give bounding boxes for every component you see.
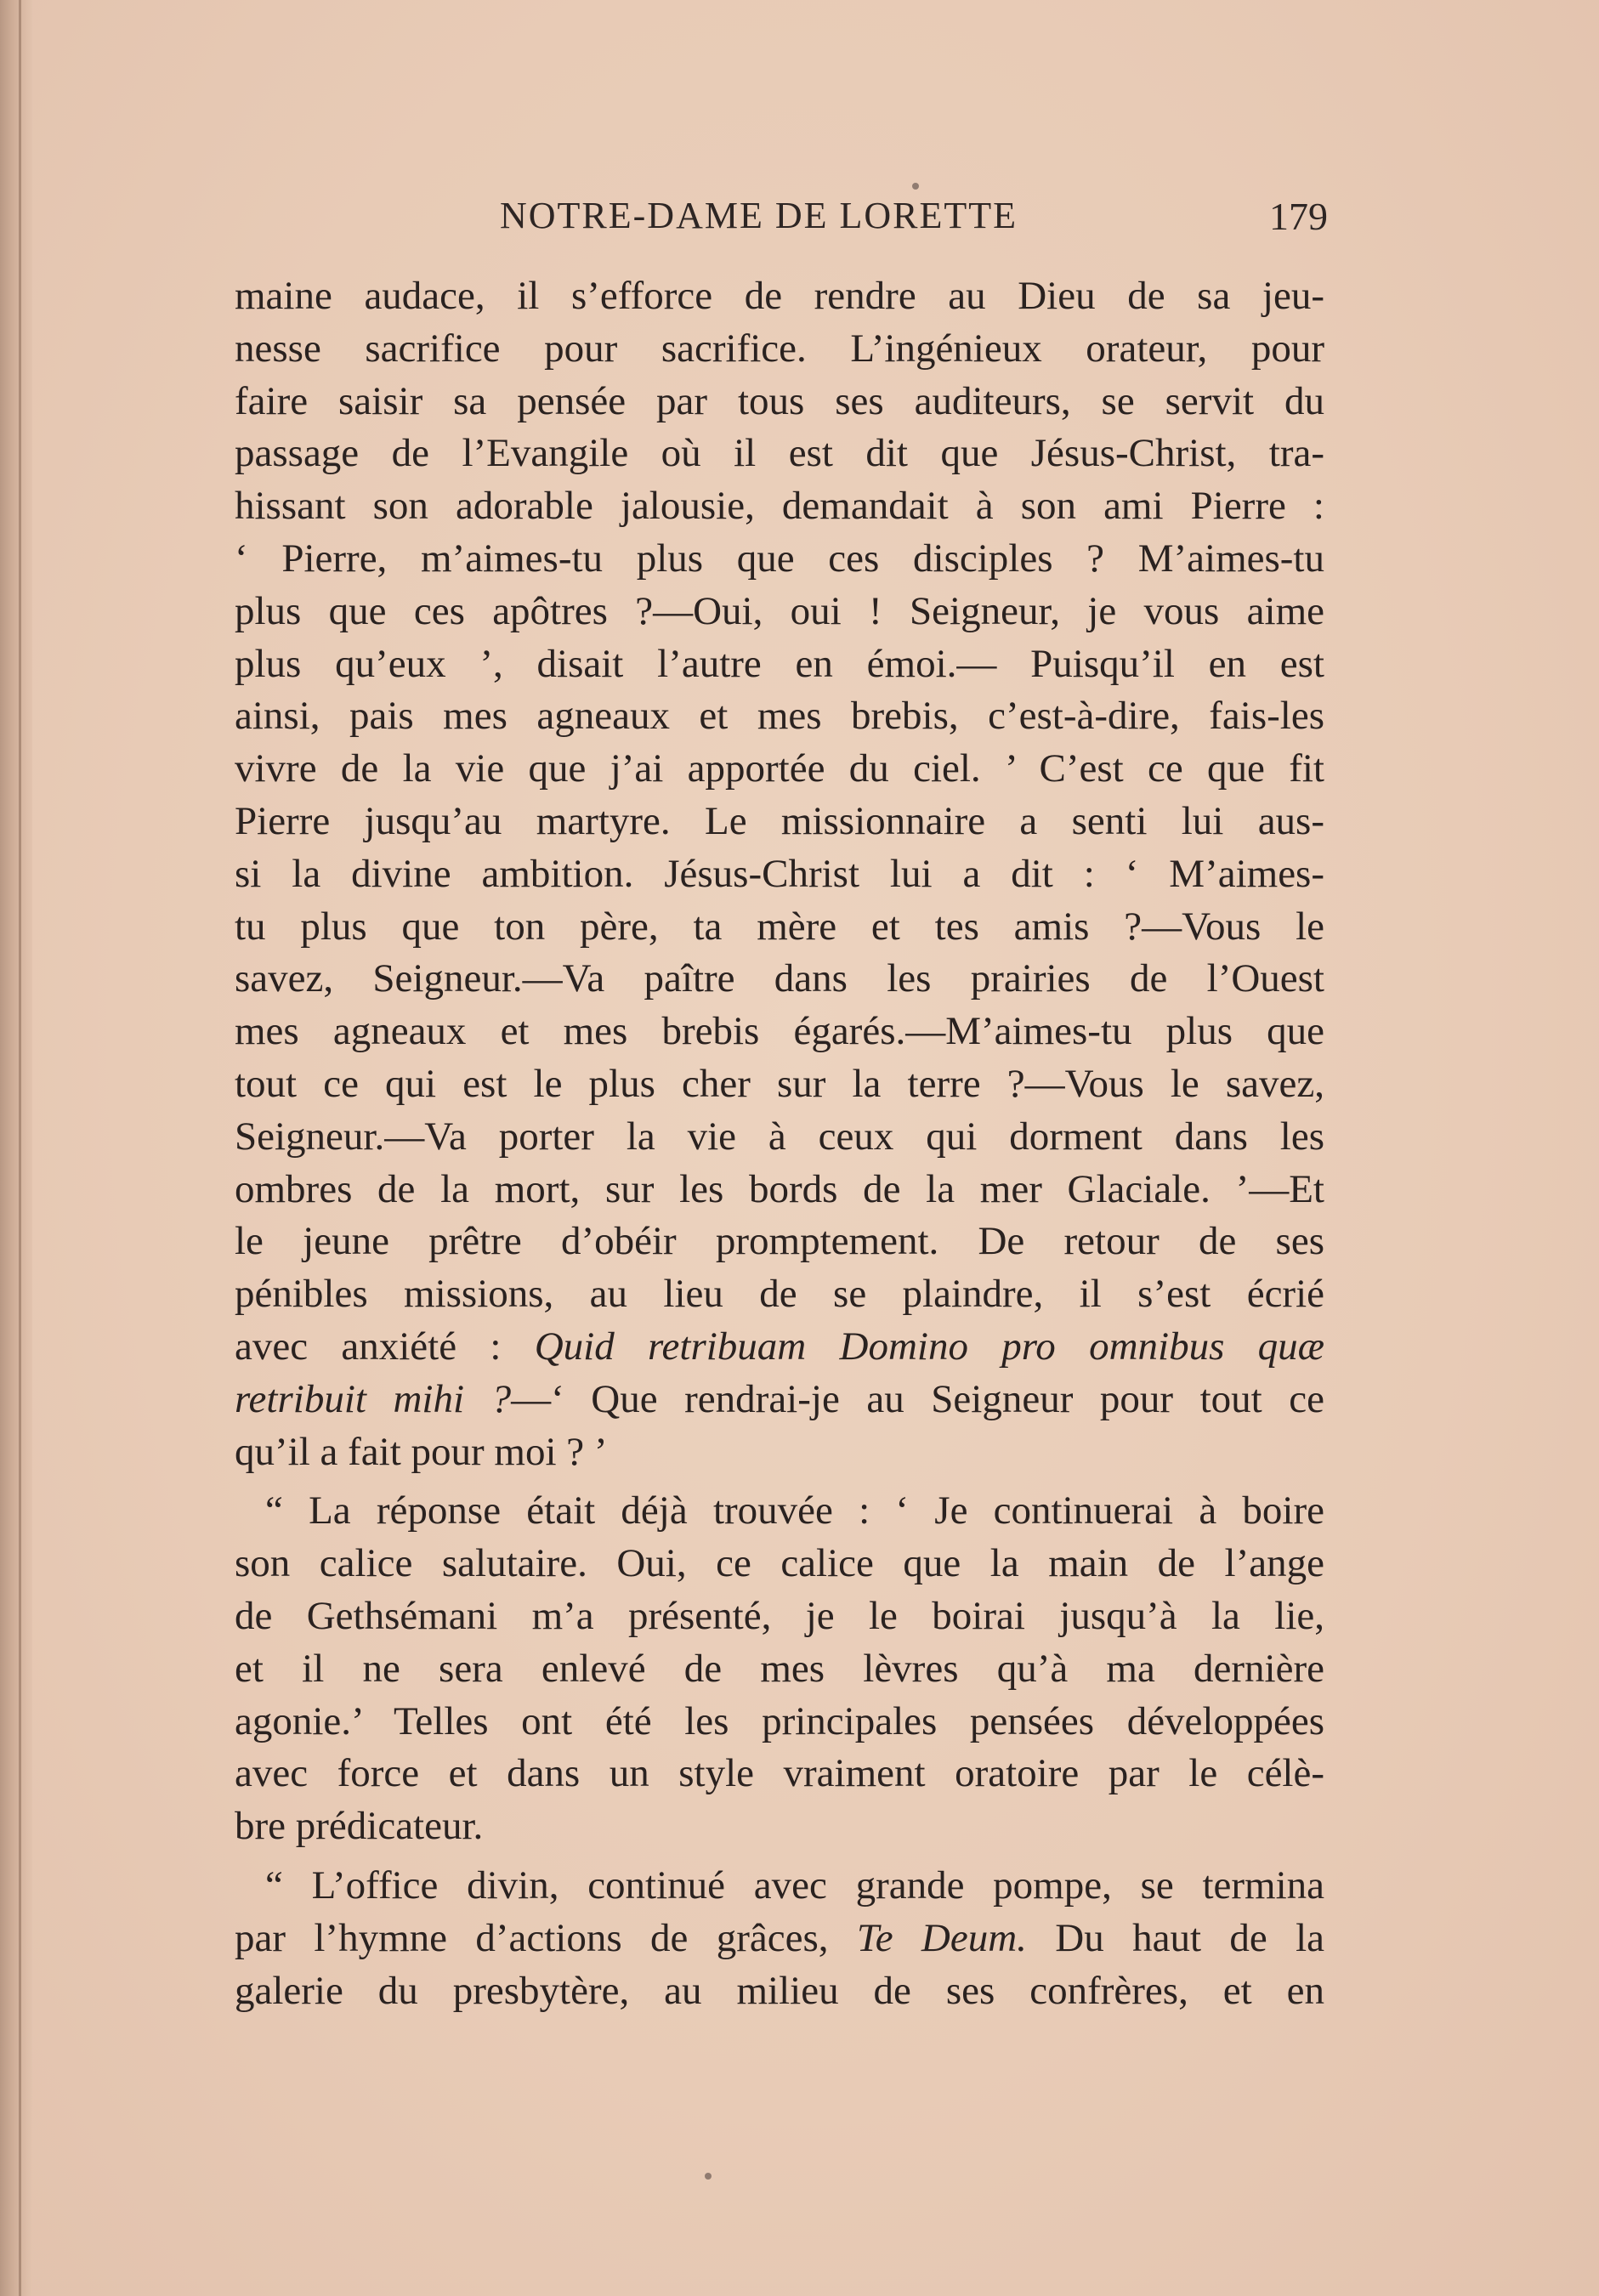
running-head-title: NOTRE-DAME DE LORETTE bbox=[500, 195, 1018, 236]
text-line: plus que ces apôtres ?—Oui, oui ! Seigneur, je vous aime bbox=[235, 588, 1324, 633]
text-line: plus qu’eux ’, disait l’autre en émoi.— Puisqu’il en est bbox=[235, 641, 1324, 686]
text-line: avec force et dans un style vraiment oratoire par le célè- bbox=[235, 1751, 1324, 1796]
body-text bbox=[235, 270, 1324, 2017]
text-line: savez, Seigneur.—Va paître dans les prairies de l’Ouest bbox=[235, 956, 1324, 1001]
text-line: bre prédicateur. bbox=[235, 1804, 484, 1849]
text-line: ombres de la mort, sur les bords de la mer Glaciale. ’—Et bbox=[235, 1166, 1324, 1211]
text-line: ‘ Pierre, m’aimes-tu plus que ces disciples ? M’aimes-tu bbox=[235, 536, 1324, 581]
page-number: 179 bbox=[1269, 195, 1328, 238]
text-line: pénibles missions, au lieu de se plaindre, il s’est écrié bbox=[235, 1272, 1324, 1317]
text-line: galerie du presbytère, au milieu de ses confrères, et en bbox=[235, 1968, 1324, 2013]
paragraph-start: “ L’office divin, continué avec grande pompe, se termina bbox=[265, 1862, 1324, 1908]
text-line: le jeune prêtre d’obéir promptement. De retour de ses bbox=[235, 1219, 1324, 1264]
text-line: tu plus que ton père, ta mère et tes amis ?—Vous le bbox=[235, 904, 1324, 949]
text-line: faire saisir sa pensée par tous ses auditeurs, se servit du bbox=[235, 378, 1324, 423]
text-line-with-latin bbox=[235, 1913, 1324, 1965]
text-line: qu’il a fait pour moi ? ’ bbox=[235, 1429, 608, 1474]
latin-te-deum: Te Deum. bbox=[856, 1915, 1027, 1960]
text-line: mes agneaux et mes brebis égarés.—M’aimes-tu plus que bbox=[235, 1009, 1324, 1054]
text-line: agonie.’ Telles ont été les principales pensées développées bbox=[235, 1698, 1324, 1743]
text-segment: Du haut de la bbox=[1055, 1915, 1324, 1960]
paragraph-start: “ La réponse était déjà trouvée : ‘ Je continuerai à boire bbox=[265, 1488, 1324, 1534]
page-binding-shadow bbox=[19, 0, 21, 2296]
text-line: vivre de la vie que j’ai apportée du ciel. ’ C’est ce que fit bbox=[235, 746, 1324, 791]
text-line: nesse sacrifice pour sacrifice. L’ingénieux orateur, pour bbox=[235, 326, 1324, 371]
text-segment: par l’hymne d’actions de grâces, bbox=[235, 1915, 829, 1960]
ink-speck bbox=[912, 183, 919, 190]
text-line-with-latin bbox=[235, 1321, 1324, 1374]
text-line: passage de l’Evangile où il est dit que Jésus-Christ, tra- bbox=[235, 431, 1324, 476]
text-line: Pierre jusqu’au martyre. Le missionnaire a senti lui aus- bbox=[235, 798, 1324, 843]
text-segment: —‘ Que rendrai-je au Seigneur pour tout ce bbox=[511, 1376, 1324, 1421]
ink-speck bbox=[705, 2173, 712, 2180]
text-line: Seigneur.—Va porter la vie à ceux qui dorment dans les bbox=[235, 1114, 1324, 1159]
text-line: si la divine ambition. Jésus-Christ lui a dit : ‘ M’aimes- bbox=[235, 851, 1324, 896]
text-line: et il ne sera enlevé de mes lèvres qu’à ma dernière bbox=[235, 1646, 1324, 1691]
text-line-with-latin bbox=[235, 1374, 1324, 1426]
text-line: maine audace, il s’efforce de rendre au Dieu de sa jeu- bbox=[235, 274, 1324, 318]
text-line: hissant son adorable jalousie, demandait à son ami Pierre : bbox=[235, 484, 1324, 529]
latin-quote: Quid retribuam Domino pro omnibus quæ bbox=[534, 1324, 1324, 1369]
text-line: son calice salutaire. Oui, ce calice que la main de l’ange bbox=[235, 1541, 1324, 1586]
latin-quote-end: retribuit mihi ? bbox=[235, 1376, 512, 1421]
text-line: ainsi, pais mes agneaux et mes brebis, c’est-à-dire, fais-les bbox=[235, 694, 1324, 739]
text-line: tout ce qui est le plus cher sur la terre ?—Vous le savez, bbox=[235, 1061, 1324, 1106]
page-binding-edge bbox=[0, 0, 32, 2296]
text-segment: avec anxiété : bbox=[235, 1324, 502, 1369]
text-line: de Gethsémani m’a présenté, je le boirai jusqu’à la lie, bbox=[235, 1593, 1324, 1638]
